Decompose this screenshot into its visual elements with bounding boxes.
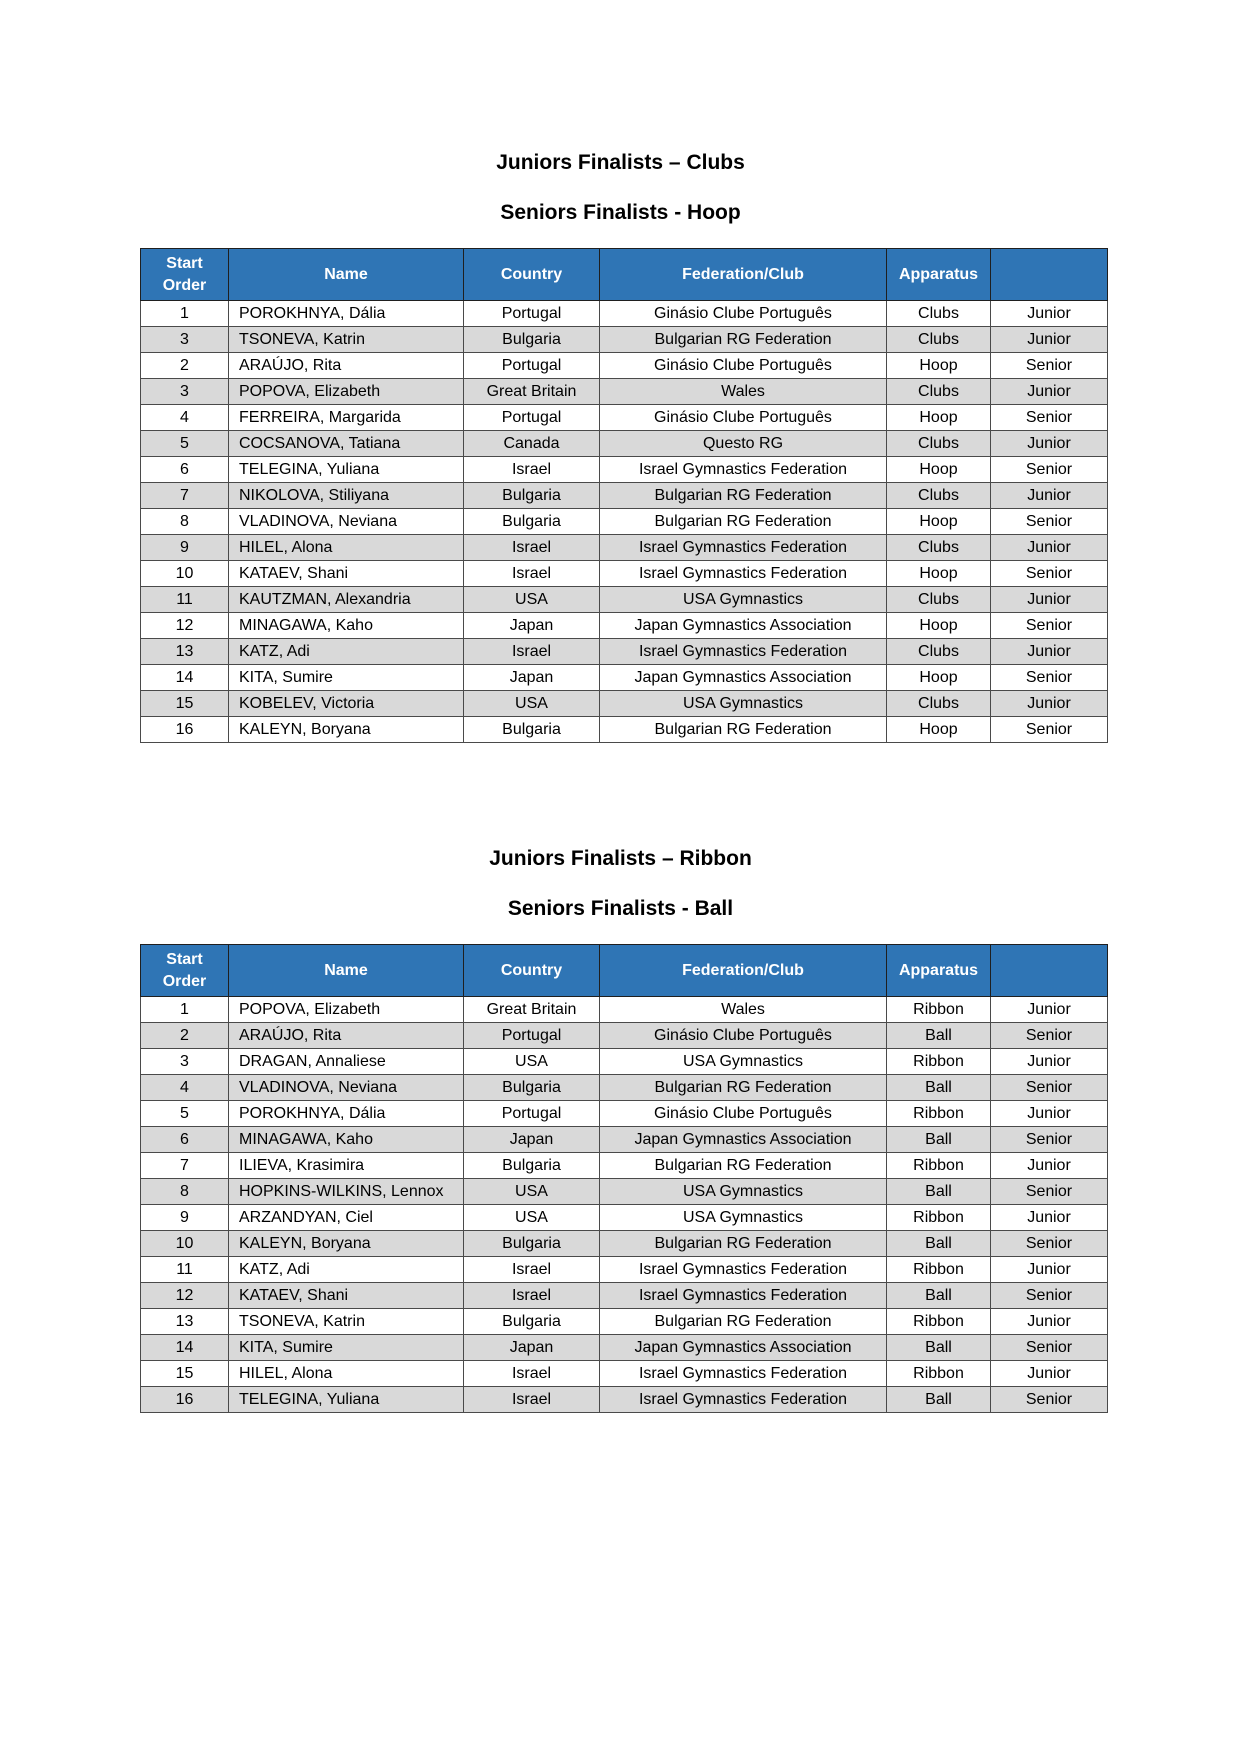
table-row <box>141 691 1108 717</box>
cell-federation: Japan Gymnastics Association <box>600 1127 887 1153</box>
cell-start-order: 5 <box>141 431 229 457</box>
cell-name: KATZ, Adi <box>229 1257 464 1283</box>
cell-level: Senior <box>991 1231 1108 1257</box>
cell-country: Israel <box>464 1361 600 1387</box>
cell-apparatus: Clubs <box>887 327 991 353</box>
cell-start-order: 7 <box>141 1153 229 1179</box>
cell-name: FERREIRA, Margarida <box>229 405 464 431</box>
cell-name: KAUTZMAN, Alexandria <box>229 587 464 613</box>
section-1-title-juniors: Juniors Finalists – Clubs <box>496 151 745 174</box>
cell-name: KITA, Sumire <box>229 1335 464 1361</box>
cell-country: Portugal <box>464 1101 600 1127</box>
cell-federation: USA Gymnastics <box>600 587 887 613</box>
cell-start-order: 8 <box>141 1179 229 1205</box>
cell-start-order: 13 <box>141 639 229 665</box>
table-row <box>141 327 1108 353</box>
header-level <box>991 249 1108 301</box>
cell-name: ARAÚJO, Rita <box>229 353 464 379</box>
header-country: Country <box>464 945 600 997</box>
cell-name: TELEGINA, Yuliana <box>229 1387 464 1413</box>
cell-apparatus: Ball <box>887 1023 991 1049</box>
cell-country: Israel <box>464 639 600 665</box>
cell-apparatus: Clubs <box>887 483 991 509</box>
cell-apparatus: Ball <box>887 1335 991 1361</box>
cell-level: Senior <box>991 665 1108 691</box>
cell-country: Israel <box>464 1387 600 1413</box>
cell-apparatus: Clubs <box>887 691 991 717</box>
cell-federation: USA Gymnastics <box>600 1179 887 1205</box>
cell-name: TSONEVA, Katrin <box>229 1309 464 1335</box>
table-row <box>141 1179 1108 1205</box>
table-row <box>141 639 1108 665</box>
cell-start-order: 1 <box>141 301 229 327</box>
cell-name: KITA, Sumire <box>229 665 464 691</box>
cell-federation: Ginásio Clube Português <box>600 353 887 379</box>
cell-name: ARAÚJO, Rita <box>229 1023 464 1049</box>
cell-name: KALEYN, Boryana <box>229 1231 464 1257</box>
table-row <box>141 1023 1108 1049</box>
header-name: Name <box>229 249 464 301</box>
cell-name: NIKOLOVA, Stiliyana <box>229 483 464 509</box>
cell-apparatus: Ball <box>887 1283 991 1309</box>
cell-apparatus: Ribbon <box>887 997 991 1023</box>
table-row <box>141 1153 1108 1179</box>
cell-country: Japan <box>464 665 600 691</box>
cell-federation: Japan Gymnastics Association <box>600 1335 887 1361</box>
cell-federation: Ginásio Clube Português <box>600 405 887 431</box>
cell-federation: Wales <box>600 997 887 1023</box>
cell-level: Senior <box>991 561 1108 587</box>
cell-name: VLADINOVA, Neviana <box>229 509 464 535</box>
cell-start-order: 3 <box>141 1049 229 1075</box>
cell-level: Junior <box>991 997 1108 1023</box>
table-header-row <box>141 249 1108 301</box>
table-body <box>141 997 1108 1413</box>
cell-federation: Bulgarian RG Federation <box>600 717 887 743</box>
cell-country: Bulgaria <box>464 717 600 743</box>
table-row <box>141 509 1108 535</box>
cell-level: Junior <box>991 301 1108 327</box>
cell-level: Junior <box>991 1101 1108 1127</box>
cell-apparatus: Ribbon <box>887 1361 991 1387</box>
cell-country: Israel <box>464 1257 600 1283</box>
cell-start-order: 11 <box>141 1257 229 1283</box>
cell-level: Senior <box>991 1075 1108 1101</box>
cell-apparatus: Clubs <box>887 431 991 457</box>
cell-level: Junior <box>991 1049 1108 1075</box>
cell-apparatus: Ribbon <box>887 1101 991 1127</box>
cell-country: USA <box>464 587 600 613</box>
table-row <box>141 1127 1108 1153</box>
cell-level: Senior <box>991 1335 1108 1361</box>
cell-level: Junior <box>991 535 1108 561</box>
cell-country: Israel <box>464 561 600 587</box>
cell-name: MINAGAWA, Kaho <box>229 613 464 639</box>
cell-start-order: 13 <box>141 1309 229 1335</box>
cell-apparatus: Clubs <box>887 587 991 613</box>
finalists-table-ribbon-ball <box>140 944 1108 1413</box>
table-row <box>141 1309 1108 1335</box>
cell-name: VLADINOVA, Neviana <box>229 1075 464 1101</box>
table-row <box>141 665 1108 691</box>
cell-start-order: 14 <box>141 665 229 691</box>
header-federation: Federation/Club <box>600 945 887 997</box>
cell-name: TSONEVA, Katrin <box>229 327 464 353</box>
cell-start-order: 9 <box>141 535 229 561</box>
cell-federation: Bulgarian RG Federation <box>600 1231 887 1257</box>
cell-country: Bulgaria <box>464 1309 600 1335</box>
cell-level: Senior <box>991 457 1108 483</box>
cell-level: Junior <box>991 379 1108 405</box>
cell-start-order: 8 <box>141 509 229 535</box>
cell-federation: Bulgarian RG Federation <box>600 483 887 509</box>
cell-country: Israel <box>464 1283 600 1309</box>
cell-apparatus: Hoop <box>887 613 991 639</box>
cell-name: DRAGAN, Annaliese <box>229 1049 464 1075</box>
cell-apparatus: Clubs <box>887 639 991 665</box>
cell-level: Junior <box>991 1205 1108 1231</box>
cell-start-order: 2 <box>141 353 229 379</box>
table-row <box>141 431 1108 457</box>
cell-apparatus: Ball <box>887 1387 991 1413</box>
cell-name: ILIEVA, Krasimira <box>229 1153 464 1179</box>
cell-country: Japan <box>464 1335 600 1361</box>
header-start-order: Start Order <box>141 249 229 301</box>
cell-start-order: 9 <box>141 1205 229 1231</box>
cell-federation: USA Gymnastics <box>600 1205 887 1231</box>
table-row <box>141 353 1108 379</box>
table-row <box>141 613 1108 639</box>
header-country: Country <box>464 249 600 301</box>
cell-country: Japan <box>464 613 600 639</box>
cell-name: MINAGAWA, Kaho <box>229 1127 464 1153</box>
cell-country: Israel <box>464 535 600 561</box>
cell-country: Great Britain <box>464 379 600 405</box>
cell-start-order: 5 <box>141 1101 229 1127</box>
cell-name: HILEL, Alona <box>229 1361 464 1387</box>
cell-level: Junior <box>991 431 1108 457</box>
table-body <box>141 301 1108 743</box>
cell-federation: Ginásio Clube Português <box>600 1023 887 1049</box>
header-start-order: Start Order <box>141 945 229 997</box>
cell-country: Bulgaria <box>464 327 600 353</box>
cell-name: POPOVA, Elizabeth <box>229 379 464 405</box>
header-name: Name <box>229 945 464 997</box>
cell-start-order: 4 <box>141 405 229 431</box>
cell-level: Senior <box>991 1023 1108 1049</box>
cell-federation: Japan Gymnastics Association <box>600 613 887 639</box>
cell-level: Senior <box>991 1283 1108 1309</box>
cell-start-order: 16 <box>141 1387 229 1413</box>
cell-apparatus: Hoop <box>887 509 991 535</box>
table-row <box>141 1283 1108 1309</box>
cell-apparatus: Hoop <box>887 717 991 743</box>
cell-start-order: 3 <box>141 379 229 405</box>
cell-start-order: 15 <box>141 691 229 717</box>
cell-apparatus: Ball <box>887 1179 991 1205</box>
cell-level: Junior <box>991 483 1108 509</box>
table-row <box>141 483 1108 509</box>
cell-start-order: 4 <box>141 1075 229 1101</box>
cell-federation: Israel Gymnastics Federation <box>600 1361 887 1387</box>
table-row <box>141 1231 1108 1257</box>
cell-start-order: 12 <box>141 1283 229 1309</box>
cell-start-order: 6 <box>141 457 229 483</box>
table-row <box>141 717 1108 743</box>
cell-start-order: 11 <box>141 587 229 613</box>
cell-federation: Israel Gymnastics Federation <box>600 1257 887 1283</box>
cell-country: Canada <box>464 431 600 457</box>
cell-country: USA <box>464 1049 600 1075</box>
cell-federation: Bulgarian RG Federation <box>600 1075 887 1101</box>
cell-federation: Israel Gymnastics Federation <box>600 1283 887 1309</box>
section-1-title-seniors: Seniors Finalists - Hoop <box>500 201 741 224</box>
cell-name: POROKHNYA, Dália <box>229 1101 464 1127</box>
cell-country: Bulgaria <box>464 509 600 535</box>
cell-country: Portugal <box>464 405 600 431</box>
cell-level: Junior <box>991 691 1108 717</box>
cell-level: Junior <box>991 1153 1108 1179</box>
table-row <box>141 1361 1108 1387</box>
cell-start-order: 12 <box>141 613 229 639</box>
cell-country: Israel <box>464 457 600 483</box>
cell-apparatus: Ball <box>887 1231 991 1257</box>
cell-start-order: 1 <box>141 997 229 1023</box>
cell-country: Portugal <box>464 1023 600 1049</box>
cell-apparatus: Clubs <box>887 379 991 405</box>
cell-start-order: 15 <box>141 1361 229 1387</box>
cell-start-order: 10 <box>141 561 229 587</box>
cell-federation: Ginásio Clube Português <box>600 1101 887 1127</box>
cell-level: Senior <box>991 1127 1108 1153</box>
cell-country: Bulgaria <box>464 483 600 509</box>
cell-level: Senior <box>991 613 1108 639</box>
cell-start-order: 6 <box>141 1127 229 1153</box>
cell-federation: Israel Gymnastics Federation <box>600 639 887 665</box>
cell-apparatus: Ball <box>887 1127 991 1153</box>
cell-name: POROKHNYA, Dália <box>229 301 464 327</box>
finalists-table-clubs-hoop <box>140 248 1108 743</box>
cell-level: Senior <box>991 405 1108 431</box>
cell-federation: Bulgarian RG Federation <box>600 1153 887 1179</box>
cell-country: Great Britain <box>464 997 600 1023</box>
table-row <box>141 1387 1108 1413</box>
cell-start-order: 3 <box>141 327 229 353</box>
cell-name: HOPKINS-WILKINS, Lennox <box>229 1179 464 1205</box>
table-row <box>141 405 1108 431</box>
cell-federation: Bulgarian RG Federation <box>600 327 887 353</box>
section-2-title-seniors: Seniors Finalists - Ball <box>507 897 734 920</box>
table-row <box>141 457 1108 483</box>
cell-apparatus: Clubs <box>887 301 991 327</box>
cell-apparatus: Hoop <box>887 405 991 431</box>
cell-start-order: 2 <box>141 1023 229 1049</box>
cell-level: Junior <box>991 639 1108 665</box>
cell-name: KATAEV, Shani <box>229 1283 464 1309</box>
cell-name: KOBELEV, Victoria <box>229 691 464 717</box>
cell-level: Junior <box>991 1309 1108 1335</box>
table-row <box>141 1335 1108 1361</box>
cell-federation: USA Gymnastics <box>600 1049 887 1075</box>
cell-apparatus: Ribbon <box>887 1309 991 1335</box>
cell-federation: Bulgarian RG Federation <box>600 509 887 535</box>
cell-level: Junior <box>991 587 1108 613</box>
cell-name: HILEL, Alona <box>229 535 464 561</box>
cell-federation: Japan Gymnastics Association <box>600 665 887 691</box>
cell-level: Senior <box>991 509 1108 535</box>
cell-level: Senior <box>991 1387 1108 1413</box>
header-level <box>991 945 1108 997</box>
table-row <box>141 535 1108 561</box>
table-row <box>141 1257 1108 1283</box>
header-apparatus: Apparatus <box>887 249 991 301</box>
cell-apparatus: Hoop <box>887 665 991 691</box>
cell-name: KATAEV, Shani <box>229 561 464 587</box>
cell-federation: Israel Gymnastics Federation <box>600 561 887 587</box>
cell-name: KALEYN, Boryana <box>229 717 464 743</box>
cell-apparatus: Hoop <box>887 457 991 483</box>
cell-name: TELEGINA, Yuliana <box>229 457 464 483</box>
cell-country: USA <box>464 691 600 717</box>
header-federation: Federation/Club <box>600 249 887 301</box>
table-row <box>141 379 1108 405</box>
cell-name: KATZ, Adi <box>229 639 464 665</box>
cell-federation: Ginásio Clube Português <box>600 301 887 327</box>
cell-apparatus: Hoop <box>887 353 991 379</box>
cell-country: USA <box>464 1205 600 1231</box>
cell-federation: Israel Gymnastics Federation <box>600 457 887 483</box>
header-apparatus: Apparatus <box>887 945 991 997</box>
table-header-row <box>141 945 1108 997</box>
cell-apparatus: Ribbon <box>887 1153 991 1179</box>
cell-apparatus: Hoop <box>887 561 991 587</box>
cell-federation: USA Gymnastics <box>600 691 887 717</box>
cell-name: COCSANOVA, Tatiana <box>229 431 464 457</box>
cell-country: Japan <box>464 1127 600 1153</box>
cell-country: Portugal <box>464 301 600 327</box>
table-row <box>141 301 1108 327</box>
cell-country: Bulgaria <box>464 1153 600 1179</box>
cell-country: Bulgaria <box>464 1075 600 1101</box>
cell-federation: Israel Gymnastics Federation <box>600 1387 887 1413</box>
cell-level: Junior <box>991 1257 1108 1283</box>
cell-start-order: 7 <box>141 483 229 509</box>
cell-level: Senior <box>991 353 1108 379</box>
cell-start-order: 10 <box>141 1231 229 1257</box>
section-2-title-juniors: Juniors Finalists – Ribbon <box>489 847 752 870</box>
cell-apparatus: Ribbon <box>887 1205 991 1231</box>
cell-apparatus: Ribbon <box>887 1049 991 1075</box>
cell-country: USA <box>464 1179 600 1205</box>
cell-level: Senior <box>991 717 1108 743</box>
cell-country: Bulgaria <box>464 1231 600 1257</box>
cell-name: POPOVA, Elizabeth <box>229 997 464 1023</box>
table-row <box>141 587 1108 613</box>
cell-federation: Israel Gymnastics Federation <box>600 535 887 561</box>
cell-start-order: 16 <box>141 717 229 743</box>
cell-federation: Wales <box>600 379 887 405</box>
table-row <box>141 561 1108 587</box>
table-row <box>141 1049 1108 1075</box>
table-row <box>141 1205 1108 1231</box>
cell-level: Junior <box>991 327 1108 353</box>
cell-federation: Questo RG <box>600 431 887 457</box>
table-row <box>141 997 1108 1023</box>
cell-apparatus: Ball <box>887 1075 991 1101</box>
cell-apparatus: Clubs <box>887 535 991 561</box>
cell-apparatus: Ribbon <box>887 1257 991 1283</box>
table-row <box>141 1075 1108 1101</box>
cell-name: ARZANDYAN, Ciel <box>229 1205 464 1231</box>
cell-start-order: 14 <box>141 1335 229 1361</box>
table-row <box>141 1101 1108 1127</box>
cell-country: Portugal <box>464 353 600 379</box>
cell-level: Senior <box>991 1179 1108 1205</box>
cell-level: Junior <box>991 1361 1108 1387</box>
cell-federation: Bulgarian RG Federation <box>600 1309 887 1335</box>
